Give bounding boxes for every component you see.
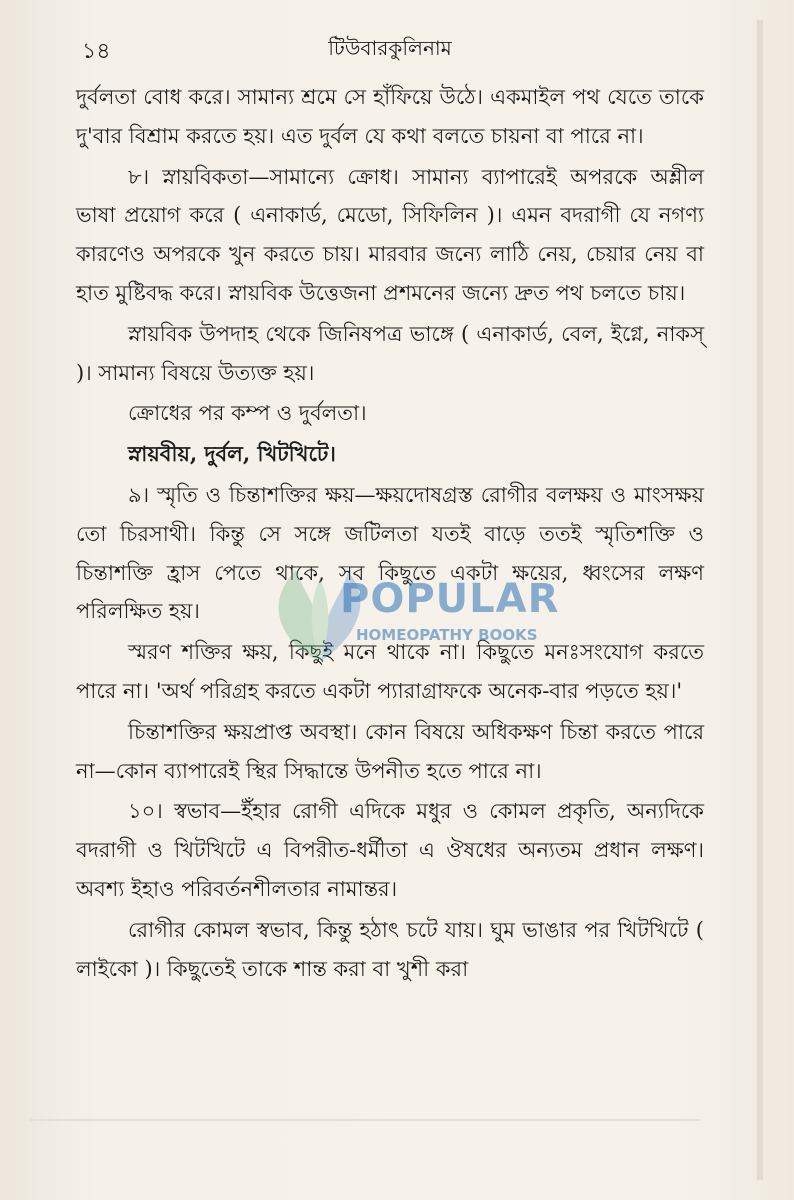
paragraph-temperament: ১০। স্বভাব—ইঁহার রোগী এদিকে মধুর ও কোমল প্রকৃতি, অন্যদিকে বদরাগী ও খিটখিটে এ বিপরীত-ধর্মীতা এ ঔষধের অন্যতম প্রধান লক্ষণ। অবশ্য ইহাও পরিবর্তনশীলতার নামান্তর। (76, 799, 704, 901)
paragraph-memory-loss: ৯। স্মৃতি ও চিন্তাশক্তির ক্ষয়—ক্ষয়দোষগ্রস্ত রোগীর বলক্ষয় ও মাংসক্ষয় তো চিরসাথী। কিন্তু সে সঙ্গে জটিলতা যতই বাড়ে ততই স্মৃতিশক্তি ও চিন্তাশক্তি হ্রাস পেতে থাকে, সব কিছুতে একটা ক্ষয়ের, ধ্বংসের লক্ষণ পরিলক্ষিত হয়। (76, 482, 704, 624)
paragraph-thinking-power: চিন্তাশক্তির ক্ষয়প্রাপ্ত অবস্থা। কোন বিষয়ে অধিকক্ষণ চিন্তা করতে পারে না—কোন ব্যাপারেই স্থির সিদ্ধান্তে উপনীত হতে পারে না। (76, 719, 704, 783)
paragraph-nervous-irritation: স্নায়বিক উপদাহ থেকে জিনিষপত্র ভাঙ্গে ( এনাকার্ড, বেল, ইগ্নে, নাকস্ )। সামান্য বিষয়ে উত্যক্ত হয়। (76, 321, 704, 385)
paragraph-anger-tremor: ক্রোধের পর কম্প ও দুর্বলতা। (128, 401, 367, 426)
running-title: টিউবারকুলিনাম (328, 36, 452, 60)
paragraph-gentle-nature: রোগীর কোমল স্বভাব, কিন্তু হঠাৎ চটে যায়। ঘুম ভাঙার পর খিটখিটে ( লাইকো )। কিছুতেই তাকে শান্ত করা বা খুশী করা (76, 917, 704, 981)
watermark-title: POPULAR (340, 576, 560, 622)
paragraph-nervous-weak-irritable: স্নায়বীয়, দুর্বল, খিটখিটে। (128, 441, 336, 467)
page-number: ১৪ (82, 39, 111, 64)
page-body (76, 78, 704, 990)
page-header (76, 28, 704, 68)
paragraph-recollection: স্মরণ শক্তির ক্ষয়, কিছুই মনে থাকে না। কিছুতে মনঃসংযোগ করতে পারে না। 'অর্থ পরিগ্রহ করতে একটা প্যারাগ্রাফকে অনেক-বার পড়তে হয়।' (76, 640, 704, 703)
watermark-subtitle: HOMEOPATHY BOOKS (356, 626, 538, 644)
paragraph-nervousness: ৮। স্নায়বিকতা—সামান্যে ক্রোধ। সামান্য ব্যাপারেই অপরকে অশ্লীল ভাষা প্রয়োগ করে ( এনাকার্ড, মেডো, সিফিলিন )। এমন বদরাগী যে নগণ্য কারণেও অপরকে খুন করতে চায়। মারবার জন্যে লাঠি নেয়, চেয়ার নেয় বা হাত মুষ্টিবদ্ধ করে। স্নায়বিক উত্তেজনা প্রশমনের জন্যে দ্রুত পথ চলতে চায়। (76, 164, 704, 305)
paragraph-weakness: দুর্বলতা বোধ করে। সামান্য শ্রমে সে হাঁফিয়ে উঠে। একমাইল পথ যেতে তাকে দু'বার বিশ্রাম করতে হয়। এত দুর্বল যে কথা বলতে চায়না বা পারে না। (76, 85, 704, 148)
